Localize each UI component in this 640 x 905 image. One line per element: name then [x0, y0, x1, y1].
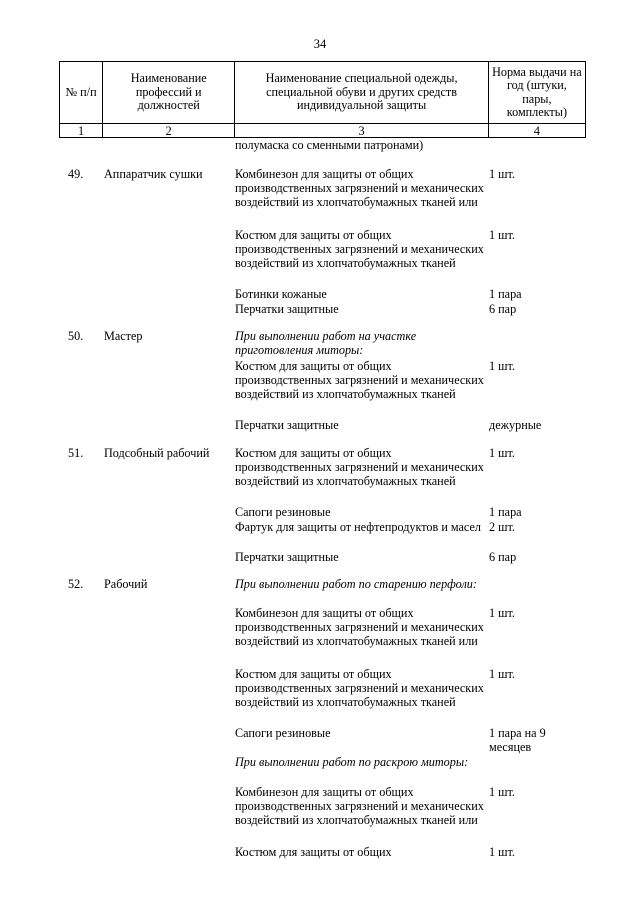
item-text: Сапоги резиновые [235, 726, 331, 740]
carry-over-text: полумаска со сменными патронами) [235, 138, 424, 152]
item-qty: 1 пара на 9 месяцев [489, 726, 546, 755]
item-qty: 6 пар [489, 550, 517, 564]
row-number: 50. [68, 329, 84, 343]
item-text: Перчатки защитные [235, 418, 339, 432]
item-text: Комбинезон для защиты от общих производственных загрязнений и механических воздействий из хлопчатобумажных тканей или [235, 606, 484, 649]
item-qty: дежурные [489, 418, 542, 432]
item-text: Костюм для защиты от общих производственных загрязнений и механических воздействий из хлопчатобумажных тканей [235, 359, 484, 402]
item-text: Костюм для защиты от общих производственных загрязнений и механических воздействий из хлопчатобумажных тканей [235, 667, 484, 710]
item-qty: 1 шт. [489, 845, 515, 859]
item-qty: 1 шт. [489, 667, 515, 681]
item-text: Комбинезон для защиты от общих производственных загрязнений и механических воздействий из хлопчатобумажных тканей или [235, 167, 484, 210]
item-text: Сапоги резиновые [235, 505, 331, 519]
row-profession: Аппаратчик сушки [104, 167, 203, 181]
row-number: 49. [68, 167, 84, 181]
item-text: Фартук для защиты от нефтепродуктов и масел [235, 520, 481, 534]
row-profession: Подсобный рабочий [104, 446, 210, 460]
item-text: Перчатки защитные [235, 302, 339, 316]
item-section-heading: При выполнении работ на участке приготовления миторы: [235, 329, 417, 358]
item-text: Костюм для защиты от общих [235, 845, 392, 859]
item-text: Перчатки защитные [235, 550, 339, 564]
row-profession: Рабочий [104, 577, 148, 591]
item-text: Комбинезон для защиты от общих производственных загрязнений и механических воздействий из хлопчатобумажных тканей или [235, 785, 484, 828]
item-qty: 1 пара [489, 287, 522, 301]
row-number: 51. [68, 446, 84, 460]
item-qty: 1 шт. [489, 446, 515, 460]
header-col-norm: Норма выдачи на год (штуки, пары, комплекты) [488, 62, 585, 124]
item-qty: 1 шт. [489, 167, 515, 181]
table-header [59, 61, 586, 138]
row-profession: Мастер [104, 329, 143, 343]
header-col-number: № п/п [60, 62, 103, 124]
header-num-1: 1 [60, 124, 103, 138]
item-qty: 1 шт. [489, 359, 515, 373]
item-text: Костюм для защиты от общих производственных загрязнений и механических воздействий из хлопчатобумажных тканей [235, 446, 484, 489]
item-text: Костюм для защиты от общих производственных загрязнений и механических воздействий из хлопчатобумажных тканей [235, 228, 484, 271]
item-qty: 1 шт. [489, 228, 515, 242]
item-section-heading: При выполнении работ по старению перфоли: [235, 577, 477, 591]
row-number: 52. [68, 577, 84, 591]
item-qty: 1 шт. [489, 785, 515, 799]
header-col-profession: Наименование профессий и должностей [103, 62, 235, 124]
header-num-4: 4 [488, 124, 585, 138]
header-num-2: 2 [103, 124, 235, 138]
item-qty: 6 пар [489, 302, 517, 316]
page-number: 34 [313, 37, 327, 51]
item-qty: 1 шт. [489, 606, 515, 620]
item-qty: 2 шт. [489, 520, 515, 534]
item-text: Ботинки кожаные [235, 287, 327, 301]
item-section-heading: При выполнении работ по раскрою миторы: [235, 755, 469, 769]
header-col-equipment: Наименование специальной одежды, специальной обуви и других средств индивидуальной защиты [235, 62, 488, 124]
item-qty: 1 пара [489, 505, 522, 519]
header-num-3: 3 [235, 124, 488, 138]
